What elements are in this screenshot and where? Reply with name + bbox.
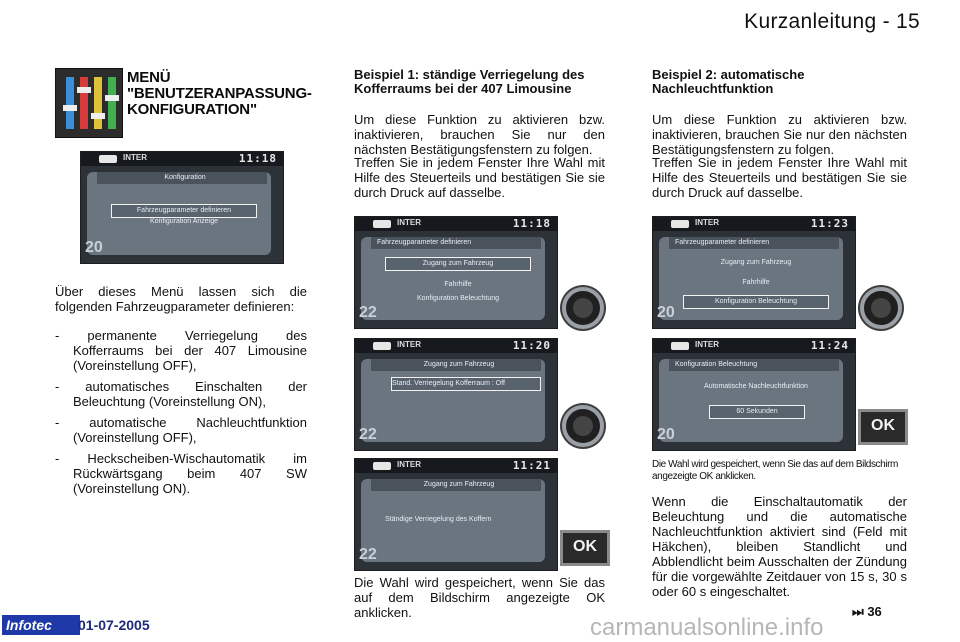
ok-button: OK	[560, 530, 610, 566]
example2-caption: Die Wahl wird gespeichert, wenn Sie das auf dem Bildschirm angezeigte OK anklicken.	[652, 459, 898, 482]
screen-menu-item: Stand. Verriegelung Kofferraum : Off	[391, 377, 541, 391]
list-item: - automatische Nachleuchtfunktion (Voreinstellung OFF),	[55, 415, 307, 445]
screen-brand: INTER	[695, 340, 719, 349]
screen-number: 20	[657, 304, 675, 321]
control-knob-icon	[860, 287, 902, 329]
screen-menu-item: 60 Sekunden	[709, 405, 805, 419]
screen-number: 22	[359, 426, 377, 443]
screen-number: 22	[359, 304, 377, 321]
example2-paragraph: Um diese Funktion zu aktivieren bzw. inaktivieren, brauchen Sie nur den nächsten Bestätigungsfenstern zu folgen.	[652, 112, 907, 157]
screen-header: Konfiguration	[97, 172, 267, 184]
example1-paragraph: Treffen Sie in jedem Fenster Ihre Wahl mit Hilfe des Steuerteils und bestätigen Sie sie durch Druck auf dasselbe.	[354, 155, 605, 200]
screen-clock: 11:20	[512, 339, 551, 352]
ok-button: OK	[858, 409, 908, 445]
example2-paragraph: Treffen Sie in jedem Fenster Ihre Wahl mit Hilfe des Steuerteils und bestätigen Sie sie durch Druck auf dasselbe.	[652, 155, 907, 200]
screen-number: 20	[85, 239, 103, 256]
settings-sliders-icon	[55, 68, 123, 138]
page-header-title: Kurzanleitung - 15	[744, 10, 920, 33]
screen-clock: 11:23	[810, 217, 849, 230]
intro-text: Über dieses Menü lassen sich die folgenden Fahrzeugparameter definieren:	[55, 284, 307, 314]
next-page-number: 36	[867, 604, 882, 619]
screen-clock: 11:24	[810, 339, 849, 352]
screen-header: Zugang zum Fahrzeug	[371, 359, 541, 371]
menu-title-line: "BENUTZERANPASSUNG-	[127, 85, 312, 102]
example1-paragraph: Um diese Funktion zu aktivieren bzw. inaktivieren, brauchen Sie nur den nächsten Bestätigungsfenstern zu folgen.	[354, 112, 605, 157]
screen-menu-item: Konfiguration Anzeige	[149, 218, 219, 225]
screen-vehicle-access	[354, 338, 558, 451]
screen-vehicle-params	[354, 216, 558, 329]
screen-menu-item: Ständige Verriegelung des Koffern	[385, 516, 492, 523]
screen-menu-item: Fahrzeugparameter definieren	[111, 204, 257, 218]
menu-title	[127, 70, 317, 118]
screen-menu-item: Fahrhilfe	[742, 279, 770, 286]
list-item: - Heckscheiben-Wischautomatik im Rückwärtsgang beim 407 SW (Voreinstellung ON).	[55, 451, 307, 496]
example1-closing: Die Wahl wird gespeichert, wenn Sie das auf dem Bildschirm angezeigte OK anklicken.	[354, 575, 605, 620]
screen-brand: INTER	[397, 218, 421, 227]
example1-heading: Beispiel 1: ständige Verriegelung des Kofferraums bei der 407 Limousine	[354, 67, 585, 96]
screen-brand: INTER	[397, 460, 421, 469]
control-knob-icon	[562, 405, 604, 447]
screen-header: Zugang zum Fahrzeug	[371, 479, 541, 491]
screen-header: Fahrzeugparameter definieren	[669, 237, 839, 249]
menu-title-line: MENÜ	[127, 69, 171, 86]
screen-brand: INTER	[397, 340, 421, 349]
screen-menu-item: Zugang zum Fahrzeug	[385, 257, 531, 271]
screen-menu-item: Fahrhilfe	[444, 281, 472, 288]
screen-number: 22	[359, 546, 377, 563]
next-page-link[interactable]	[852, 604, 882, 620]
menu-title-line: KONFIGURATION"	[127, 101, 257, 118]
screen-vehicle-access-saved	[354, 458, 558, 571]
screen-menu-item: Konfiguration Beleuchtung	[416, 295, 500, 302]
screen-header: Fahrzeugparameter definieren	[371, 237, 541, 249]
example2-heading: Beispiel 2: automatische Nachleuchtfunktion	[652, 67, 805, 96]
screen-clock: 11:18	[238, 152, 277, 165]
infotec-logo: Infotec	[2, 615, 80, 635]
screen-vehicle-params-2	[652, 216, 856, 329]
example2-closing: Wenn die Einschaltautomatik der Beleuchtung und die automatische Nachleuchtfunktion aktiviert sind (Feld mit Häkchen), bleiben Standlicht und Abblendlicht beim Ausschalten der Zündung für die vorgewählte Zeitdauer von 15 s, 30 s oder 60 s eingeschaltet.	[652, 494, 907, 599]
screen-clock: 11:18	[512, 217, 551, 230]
screen-menu-item: Automatische Nachleuchtfunktion	[704, 383, 808, 390]
feature-list	[55, 328, 307, 502]
screen-brand: INTER	[695, 218, 719, 227]
screen-menu-item: Konfiguration Beleuchtung	[683, 295, 829, 309]
watermark: carmanualsonline.info	[590, 614, 824, 641]
screen-menu-item: Zugang zum Fahrzeug	[720, 259, 792, 266]
next-page-icon: ⏭	[852, 604, 864, 619]
screen-header: Konfiguration Beleuchtung	[669, 359, 839, 371]
footer-date: 01-07-2005	[78, 617, 150, 633]
list-item: - automatisches Einschalten der Beleuchtung (Voreinstellung ON),	[55, 379, 307, 409]
screen-clock: 11:21	[512, 459, 551, 472]
screen-lighting-config	[652, 338, 856, 451]
screen-brand: INTER	[123, 153, 147, 162]
screen-number: 20	[657, 426, 675, 443]
screen-configuration	[80, 151, 284, 264]
list-item: - permanente Verriegelung des Kofferraums bei der 407 Limousine (Voreinstellung OFF),	[55, 328, 307, 373]
control-knob-icon	[562, 287, 604, 329]
